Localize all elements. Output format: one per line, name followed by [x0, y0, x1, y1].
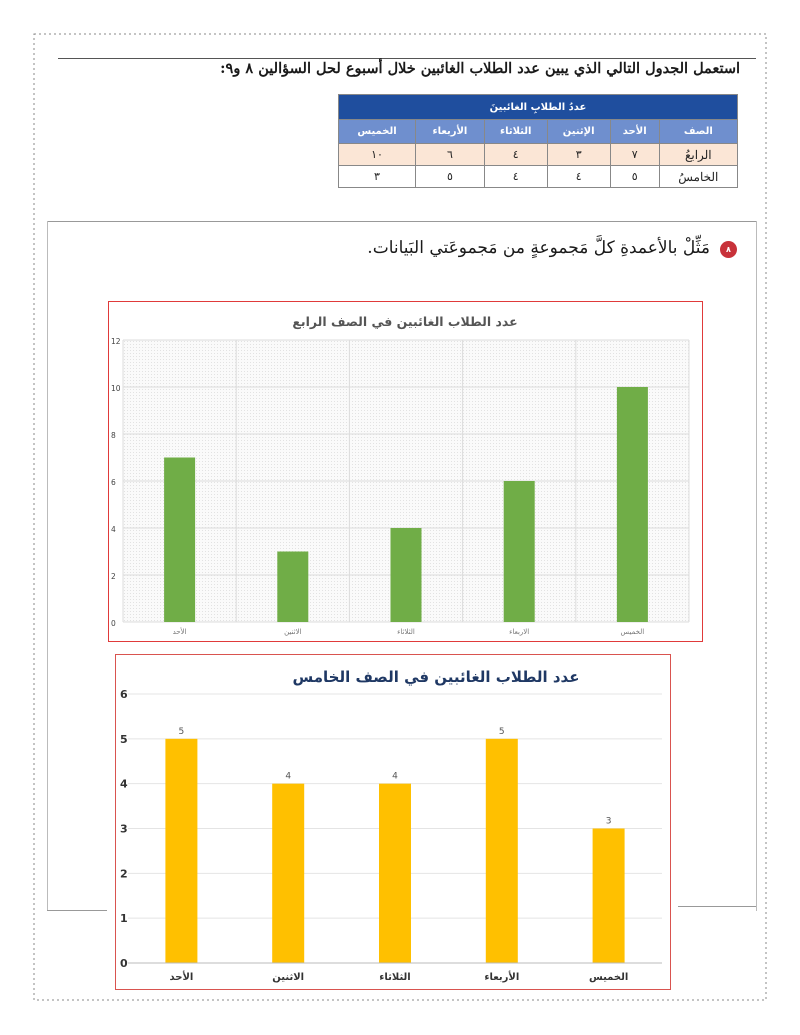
y-tick-label: 5 [120, 732, 128, 746]
data-label: 4 [392, 771, 398, 782]
table-cell: ١٠ [339, 144, 416, 166]
data-label: 4 [285, 771, 292, 782]
question-text: مَثِّلْ بالأعمدةِ كلَّ مَجموعةٍ من مَجموعَتي البَيانات. [367, 238, 710, 258]
panel-border-bottom [678, 906, 756, 907]
y-tick-label: 0 [111, 619, 116, 628]
table-cell: ٧ [610, 144, 659, 166]
table-row [339, 166, 738, 188]
y-tick-label: 10 [111, 384, 121, 393]
x-tick-label: الخميس [588, 972, 629, 983]
table-header: الأحد [610, 120, 659, 144]
chart-title: عدد الطلاب الغائبين في الصف الرابع [292, 314, 518, 329]
table-title: عددُ الطلابِ الغائبينَ [339, 95, 738, 120]
x-tick-label: الثلاثاء [397, 628, 415, 636]
x-tick-label: الاربعاء [509, 628, 530, 636]
chart-grade5-svg [116, 655, 670, 989]
table-cell: ٤ [547, 166, 610, 188]
chart-grade4-svg [109, 302, 702, 641]
bar [617, 387, 648, 622]
y-tick-label: 0 [120, 957, 128, 970]
table-cell: ٦ [415, 144, 484, 166]
data-label: 5 [178, 726, 185, 737]
y-tick-label: 4 [111, 525, 116, 534]
panel-border-bottom [47, 910, 107, 911]
y-tick-label: 3 [120, 822, 128, 836]
x-tick-label: الثلاثاء [379, 972, 411, 983]
chart-grade5 [115, 654, 671, 990]
table-header: الإثنين [547, 120, 610, 144]
table-cell: ٤ [484, 166, 547, 188]
x-tick-label: الأحد [169, 972, 194, 983]
bar [504, 481, 535, 622]
bar [379, 784, 411, 963]
y-tick-label: 6 [120, 688, 128, 701]
table-header: الثلاثاء [484, 120, 547, 144]
data-label: 3 [605, 816, 612, 827]
y-tick-label: 6 [111, 478, 116, 487]
y-tick-label: 2 [120, 867, 128, 881]
panel-border-top [47, 221, 757, 222]
table-cell: الرابعُ [659, 144, 737, 166]
y-tick-label: 1 [120, 912, 128, 926]
chart-title: عدد الطلاب الغائبين في الصف الخامس [292, 668, 580, 686]
x-tick-label: الاثنين [272, 972, 305, 983]
x-tick-label: الاثنين [284, 628, 302, 636]
instruction-text: استعمل الجدول التالي الذي يبين عدد الطلاب الغائبين خلال أسبوع لحل السؤالين ٨ و٩: [220, 60, 740, 77]
table-cell: ٤ [484, 144, 547, 166]
table-cell: ٥ [415, 166, 484, 188]
bar [272, 784, 304, 963]
table-cell: ٥ [610, 166, 659, 188]
x-tick-label: الخميس [620, 628, 645, 636]
data-label: 5 [498, 726, 505, 737]
table-header: الأربعاء [415, 120, 484, 144]
panel-border-left [47, 221, 48, 911]
y-tick-label: 2 [111, 572, 116, 581]
top-rule [58, 58, 756, 59]
table-cell: ٣ [339, 166, 416, 188]
y-tick-label: 8 [111, 431, 116, 440]
x-tick-label: الأربعاء [484, 972, 520, 983]
x-tick-label: الأحد [172, 628, 187, 636]
bar [593, 829, 625, 964]
panel-border-right [756, 221, 757, 911]
question-number-badge: ٨ [720, 241, 737, 258]
y-tick-label: 4 [120, 777, 128, 791]
table-cell: ٣ [547, 144, 610, 166]
table-cell: الخامسُ [659, 166, 737, 188]
table-header: الصف [659, 120, 737, 144]
absence-table [338, 94, 738, 188]
table-row [339, 144, 738, 166]
bar [164, 458, 195, 623]
bar [277, 552, 308, 623]
bar [486, 739, 518, 963]
bar [165, 739, 197, 963]
table-header: الخميس [339, 120, 416, 144]
y-tick-label: 12 [111, 337, 121, 346]
chart-grade4 [108, 301, 703, 642]
bar [391, 528, 422, 622]
